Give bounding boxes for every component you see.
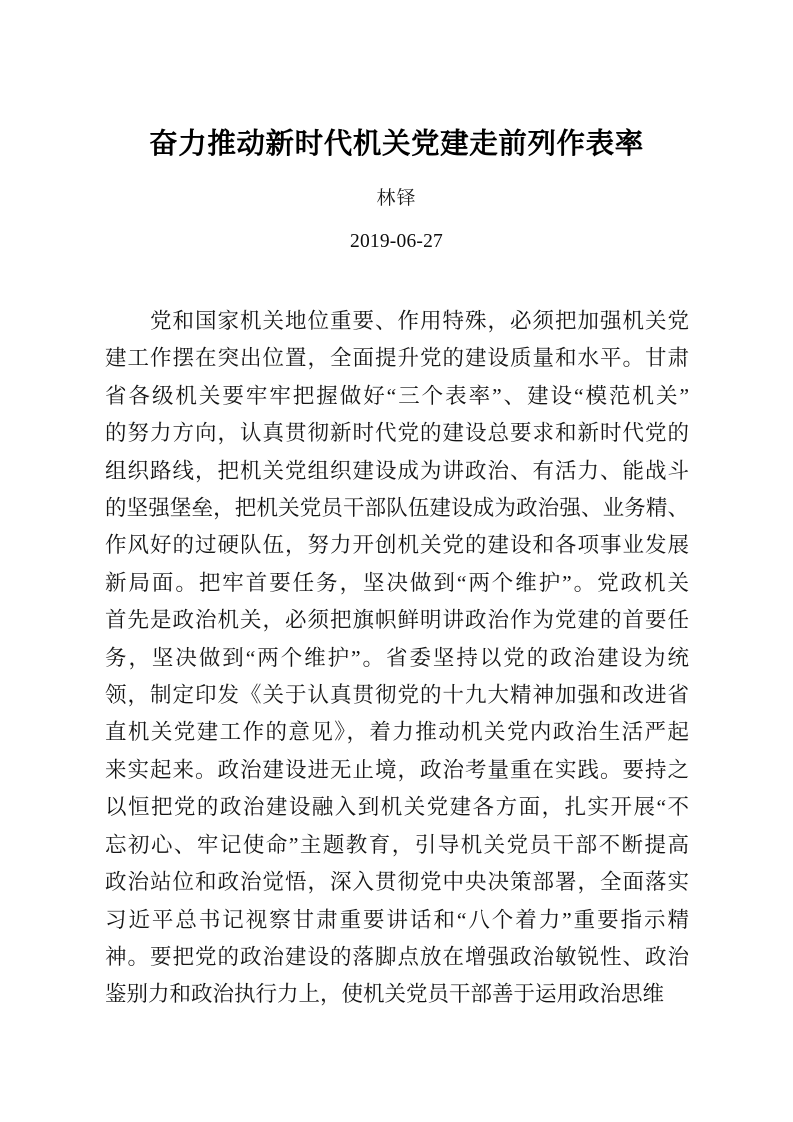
body-text-line: 政治站位和政治觉悟，深入贯彻党中央决策部署，全面落实	[105, 870, 689, 895]
body-text-line: 首先是政治机关，必须把旗帜鲜明讲政治作为党建的首要任	[105, 608, 689, 633]
body-text-line: 习近平总书记视察甘肃重要讲话和“八个着力”重要指示精	[105, 907, 689, 932]
page-title: 奋力推动新时代机关党建走前列作表率	[149, 129, 644, 160]
body-text-line: 建工作摆在突出位置，全面提升党的建设质量和水平。甘肃	[105, 346, 689, 371]
body-text-line: 作风好的过硬队伍，努力开创机关党的建设和各项事业发展	[105, 533, 689, 558]
body-text-line: 以恒把党的政治建设融入到机关党建各方面，扎实开展“不	[105, 795, 689, 820]
document-body	[105, 303, 689, 1014]
document-date: 2019-06-27	[350, 230, 443, 252]
body-text-line: 来实起来。政治建设进无止境，政治考量重在实践。要持之	[105, 757, 689, 782]
body-text-line: 的努力方向，认真贯彻新时代党的建设总要求和新时代党的	[105, 421, 689, 446]
document-header	[0, 128, 793, 253]
document-author: 林铎	[376, 187, 417, 209]
body-text-line: 领，制定印发《关于认真贯彻党的十九大精神加强和改进省	[105, 683, 689, 708]
body-text-line: 的坚强堡垒，把机关党员干部队伍建设成为政治强、业务精、	[105, 496, 689, 521]
body-text-line: 党和国家机关地位重要、作用特殊，必须把加强机关党	[105, 309, 689, 333]
body-text-line: 直机关党建工作的意见》，着力推动机关党内政治生活严起	[105, 720, 689, 745]
body-text-line: 省各级机关要牢牢把握做好“三个表率”、建设“模范机关”	[105, 383, 689, 408]
body-text-line: 新局面。把牢首要任务，坚决做到“两个维护”。党政机关	[105, 570, 689, 595]
body-text-line: 鉴别力和政治执行力上，使机关党员干部善于运用政治思维	[105, 982, 665, 1007]
body-text-line: 神。要把党的政治建设的落脚点放在增强政治敏锐性、政治	[105, 944, 689, 969]
body-text-line: 务，坚决做到“两个维护”。省委坚持以党的政治建设为统	[105, 645, 689, 670]
body-text-line: 忘初心、牢记使命”主题教育，引导机关党员干部不断提高	[105, 832, 689, 857]
body-text-line: 组织路线，把机关党组织建设成为讲政治、有活力、能战斗	[105, 458, 689, 483]
